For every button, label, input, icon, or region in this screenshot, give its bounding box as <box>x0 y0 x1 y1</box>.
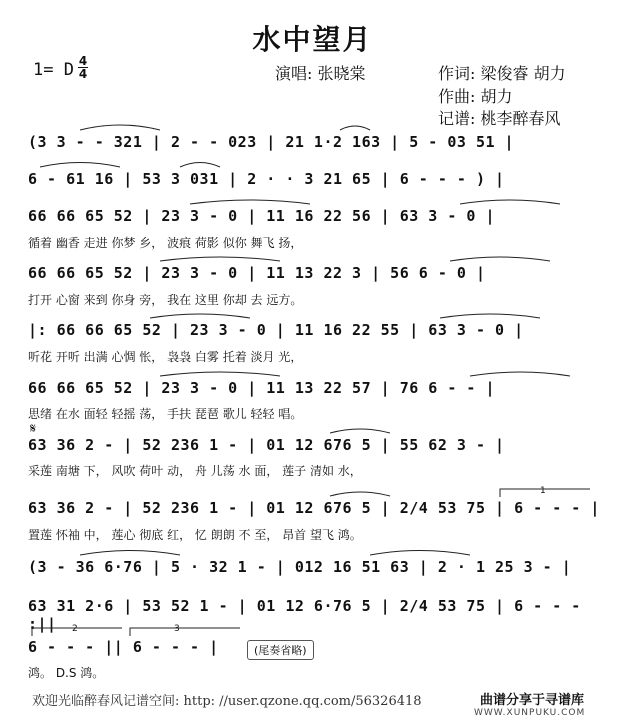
slur-13 <box>330 429 390 433</box>
outro-omitted-note: (尾奏省略) <box>247 640 314 660</box>
notation-row-10: 63 31 2·6 | 53 52 1 - | 01 12 6·76 5 | 2/4 53 75 | 6 - - - :|| <box>28 597 581 633</box>
notation-row-6: 66 66 65 52 | 23 3 - 0 | 11 13 22 57 | 76 6 - - | <box>28 379 496 397</box>
footer-text: 欢迎光临醉春风记谱空间: http: //user.qzone.qq.com/56326418 <box>32 694 422 709</box>
site-logo-text: 曲谱分享于寻谱库 <box>480 693 585 708</box>
slur-16 <box>370 551 470 556</box>
volta-1-bracket <box>500 489 590 497</box>
notation-row-9: (3 - 36 6·76 | 5 · 32 1 - | 012 16 51 63 | 2 · 1 25 3 - | <box>28 558 572 576</box>
notation-row-3: 66 66 65 52 | 23 3 - 0 | 11 16 22 56 | 63 3 - 0 | <box>28 207 496 225</box>
slur-15 <box>80 551 180 556</box>
volta-2-bracket <box>32 628 122 636</box>
singer-credit: 演唱: 张晓棠 <box>275 64 366 83</box>
slur-5 <box>190 200 310 204</box>
notation-row-5: |: 66 66 65 52 | 23 3 - 0 | 11 16 22 55 | 63 3 - 0 | <box>28 321 524 339</box>
slur-10 <box>440 314 540 318</box>
volta-3-bracket <box>130 628 240 636</box>
key-signature: 1= D <box>33 60 74 80</box>
lyric-row-1: 循着 幽香 走进 你梦 乡， 波痕 荷影 似你 舞飞 扬， <box>28 236 303 250</box>
slur-1 <box>80 125 160 130</box>
lyricist-credit: 作词: 梁俊睿 胡力 <box>438 64 566 83</box>
lyric-row-5: 采莲 南塘 下， 风吹 荷叶 动， 舟 儿荡 水 面， 莲子 清如 水， <box>28 464 362 478</box>
slur-4 <box>180 163 220 168</box>
slur-6 <box>460 200 560 204</box>
lyric-row-3: 听花 开听 出满 心惆 怅， 袅袅 白雾 托着 淡月 光， <box>28 350 303 364</box>
notation-row-4: 66 66 65 52 | 23 3 - 0 | 11 13 22 3 | 56 6 - 0 | <box>28 264 486 282</box>
volta-2-number: 2 <box>72 624 78 634</box>
notation-row-1: (3 3 - - 321 | 2 - - 023 | 21 1·2 163 | 5 - 03 51 | <box>28 133 515 151</box>
notation-row-2: 6 - 61 16 | 53 3 031 | 2 · · 3 21 65 | 6 - - - ) | <box>28 170 505 188</box>
notation-row-8: 63 36 2 - | 52 236 1 - | 01 12 676 5 | 2/4 53 75 | 6 - - - | <box>28 499 600 517</box>
slur-12 <box>470 372 570 376</box>
transcriber-credit: 记谱: 桃李醉春风 <box>438 109 561 128</box>
segno-sign: 𝄋 <box>30 421 37 437</box>
slur-3 <box>40 163 120 168</box>
meter-bottom: 4 <box>78 67 88 81</box>
volta-3-number: 3 <box>174 624 180 634</box>
notation-row-7: 63 36 2 - | 52 236 1 - | 01 12 676 5 | 55 62 3 - | <box>28 436 505 454</box>
song-title: 水中望月 <box>252 23 373 56</box>
lyric-row-2: 打开 心窗 来到 你身 旁， 我在 这里 你却 去 远方。 <box>28 293 303 307</box>
slur-8 <box>450 257 550 261</box>
lyric-row-6: 置莲 怀袖 中， 莲心 彻底 红， 忆 朗朗 不 至， 昂首 望飞 鸿。 <box>28 528 362 542</box>
slur-9 <box>150 314 250 318</box>
slur-7 <box>160 257 280 261</box>
volta-1-number: 1 <box>540 486 546 496</box>
lyric-row-7: 鸿。 D.S 鸿。 <box>28 666 105 680</box>
meter-top: 4 <box>78 54 88 68</box>
slur-2 <box>340 126 370 130</box>
lyric-row-4: 思绪 在水 面轻 轻摇 荡， 手扶 琵琶 歌儿 轻轻 唱。 <box>28 407 303 421</box>
site-logo-url: WWW.XUNPUKU.COM <box>474 708 586 718</box>
notation-row-11: 6 - - - || 6 - - - | <box>28 638 219 656</box>
slur-14 <box>330 492 390 496</box>
slur-11 <box>160 372 280 376</box>
composer-credit: 作曲: 胡力 <box>438 87 513 106</box>
